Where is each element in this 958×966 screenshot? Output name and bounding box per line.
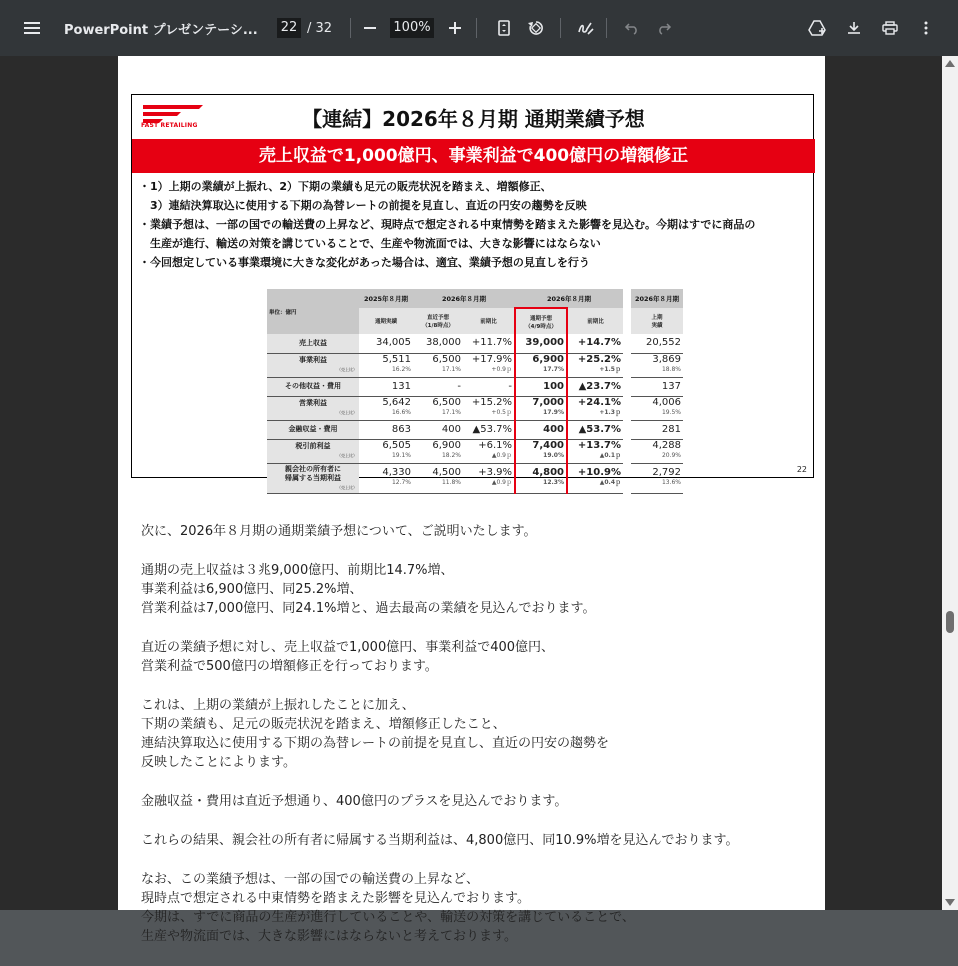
fit-page-icon (498, 20, 510, 36)
cell-value: +11.7% (471, 337, 512, 349)
scroll-up-arrow[interactable] (945, 60, 955, 67)
table-cell (631, 463, 683, 493)
slide-banner: 売上収益で1,000億円、事業利益で400億円の増額修正 (132, 139, 815, 173)
cell-subvalue: +1.5ｐ (599, 366, 621, 373)
column-header: 通期実績 (359, 308, 413, 334)
divider (606, 18, 607, 38)
table-cell (413, 377, 463, 396)
table-cell (567, 334, 623, 353)
cell-subvalue: 17.1% (441, 366, 461, 373)
row-label (267, 463, 359, 493)
notes-paragraph (141, 638, 738, 676)
table-cell (463, 353, 515, 377)
table-cell (631, 334, 683, 353)
table-cell (631, 439, 683, 463)
speaker-notes (141, 522, 738, 966)
table-cell (359, 396, 413, 420)
cell-value: 131 (391, 380, 411, 392)
table-row (267, 353, 683, 377)
cell-subvalue: 18.8% (661, 366, 681, 373)
table-cell (631, 353, 683, 377)
table-cell (413, 353, 463, 377)
row-label-text: 税引前利益 (295, 442, 331, 450)
cell-subvalue: 16.2% (391, 366, 411, 373)
table-row (267, 377, 683, 396)
table-cell (413, 334, 463, 353)
cell-value: +6.1% (478, 440, 512, 451)
cell-subvalue: 12.7% (391, 479, 411, 486)
notes-line: 直近の業績予想に対し、売上収益で1,000億円、事業利益で400億円、 (141, 640, 555, 655)
row-note: （売上比） (337, 453, 357, 458)
cell-subvalue: 12.3% (543, 479, 564, 486)
document-title: PowerPoint プレゼンテーシ... (64, 23, 258, 38)
table-cell (631, 420, 683, 439)
cell-value: +14.7% (577, 337, 621, 349)
cell-subvalue: 18.2% (441, 452, 461, 459)
column-group-header: 2026年８月期 (515, 289, 623, 308)
vertical-scrollbar[interactable] (942, 56, 958, 910)
notes-paragraph (141, 561, 738, 618)
row-label-text: 金融収益・費用 (288, 425, 338, 433)
bullet-line: ・業績予想は、一部の国での輸送費の上昇など、現時点で想定される中東情勢を踏まえた影響を見込む。今期はすでに商品の (139, 218, 756, 231)
download-icon (847, 21, 861, 35)
cell-value: +3.9% (478, 467, 512, 478)
cell-value: 400 (441, 423, 461, 435)
column-group-header: 2026年８月期 (631, 289, 683, 308)
cell-value: +24.1% (577, 397, 621, 408)
column-header: 前期比 (463, 308, 515, 334)
cell-subvalue: +1.3ｐ (599, 409, 621, 416)
redo-icon (657, 22, 671, 34)
notes-line: 反映したことによります。 (141, 755, 296, 770)
cell-subvalue: 17.1% (441, 409, 461, 416)
cell-value: 4,006 (652, 397, 681, 408)
undo-icon (625, 22, 639, 34)
slide-bullets (139, 177, 755, 272)
row-label-text: 営業利益 (299, 399, 327, 407)
rotate-button[interactable] (520, 12, 552, 44)
cell-value: +10.9% (577, 467, 621, 478)
cell-subvalue: 11.8% (441, 479, 461, 486)
notes-line: 下期の業績も、足元の販売状況を踏まえ、増額修正したこと、 (141, 717, 506, 732)
row-label (267, 396, 359, 420)
cell-value: 7,400 (532, 440, 564, 451)
slide (131, 94, 814, 490)
cell-subvalue: 19.0% (543, 452, 564, 459)
logo-text: FAST RETAILING (141, 122, 198, 129)
more-vert-icon (924, 21, 928, 35)
cell-value: 6,500 (432, 397, 461, 408)
divider (350, 18, 351, 38)
table-cell (463, 439, 515, 463)
row-note: （売上比） (337, 367, 357, 372)
unit-label: 単位：億円 (267, 289, 359, 334)
cell-value: 137 (661, 380, 681, 392)
notes-line: 営業利益で500億円の増額修正を行っております。 (141, 659, 438, 674)
notes-line: 金融収益・費用は直近予想通り、400億円のプラスを見込んでおります。 (141, 794, 568, 809)
table-row (267, 396, 683, 420)
table-cell (359, 439, 413, 463)
table-cell (359, 353, 413, 377)
cell-subvalue: ▲0.4ｐ (599, 479, 621, 486)
notes-paragraph (141, 696, 738, 772)
table-cell (463, 396, 515, 420)
table-cell (359, 463, 413, 493)
cell-subvalue: 13.6% (661, 479, 681, 486)
table-cell (515, 377, 567, 396)
notes-line: 次に、2026年８月期の通期業績予想について、ご説明いたします。 (141, 524, 537, 539)
cell-subvalue: ▲0.9ｐ (491, 479, 512, 486)
menu-button[interactable] (16, 12, 48, 44)
column-header: 直近予想 （1/8時点） (413, 308, 463, 334)
page-total: / 32 (307, 20, 333, 36)
table-cell (463, 463, 515, 493)
notes-line: 今期は、すでに商品の生産が進行していることや、輸送の対策を講じていることで、 (141, 910, 635, 925)
table-cell (359, 334, 413, 353)
table-body (267, 334, 683, 493)
column-header: 上期 実績 (631, 308, 683, 334)
cell-value: 6,900 (532, 354, 564, 365)
zoom-out-button[interactable] (354, 12, 386, 44)
cell-value: 6,505 (382, 440, 411, 451)
zoom-input[interactable]: 100% (390, 18, 434, 38)
cell-value: 4,288 (652, 440, 681, 451)
cell-value: +15.2% (471, 397, 512, 408)
cell-subvalue: 19.1% (391, 452, 411, 459)
undo-button[interactable] (616, 12, 648, 44)
cell-value: 34,005 (376, 337, 411, 349)
row-label (267, 377, 359, 396)
table-cell (515, 334, 567, 353)
notes-line: 事業利益は6,900億円、同25.2%増、 (141, 582, 363, 597)
bullet-line: ・1）上期の業績が上振れ、2）下期の業績も足元の販売状況を踏まえ、増額修正、 (139, 180, 552, 193)
printer-icon (882, 21, 898, 35)
bullet-line: 3）連結決算取込に使用する下期の為替レートの前提を見直し、直近の円安の趨勢を反映 (139, 199, 587, 212)
cell-value: 6,500 (432, 354, 461, 365)
scroll-down-arrow[interactable] (945, 899, 955, 906)
divider (560, 18, 561, 38)
notes-line: 連結決算取込に使用する下期の為替レートの前提を見直し、直近の円安の趨勢を (141, 736, 610, 751)
table-cell (413, 420, 463, 439)
download-button[interactable] (838, 12, 870, 44)
cell-value: - (508, 380, 512, 392)
divider (476, 18, 477, 38)
redo-button[interactable] (648, 12, 680, 44)
cell-value: 4,500 (432, 467, 461, 478)
cell-value: ▲23.7% (578, 380, 621, 392)
row-label (267, 353, 359, 377)
table-cell (463, 334, 515, 353)
hamburger-icon (24, 22, 40, 34)
document-viewport[interactable] (0, 56, 942, 944)
cell-value: 38,000 (426, 337, 461, 349)
cell-value: 5,511 (382, 354, 411, 365)
table-cell (515, 396, 567, 420)
fit-to-page-button[interactable] (488, 12, 520, 44)
table-row (267, 420, 683, 439)
column-group-header: 2026年８月期 (413, 289, 515, 308)
drive-add-icon (809, 20, 827, 36)
row-note: （売上比） (337, 410, 357, 415)
cell-value: 863 (391, 423, 411, 435)
bullet-line: ・今回想定している事業環境に大きな変化があった場合は、適宜、業績予想の見直しを行う (139, 256, 590, 269)
zoom-in-button[interactable] (439, 12, 471, 44)
page-number-input[interactable]: 22 (277, 18, 301, 38)
table-cell (463, 377, 515, 396)
table-cell (567, 420, 623, 439)
cell-value: ▲53.7% (472, 423, 512, 435)
cell-subvalue: 19.5% (661, 409, 681, 416)
cell-value: 7,000 (532, 397, 564, 408)
row-note: （売上比） (337, 484, 357, 490)
notes-line: これは、上期の業績が上振れしたことに加え、 (141, 698, 415, 713)
cell-subvalue: 17.7% (543, 366, 564, 373)
row-label-text: 売上収益 (299, 338, 327, 347)
column-header: 通期予想 （4/9時点） (515, 308, 567, 334)
cell-value: 3,869 (652, 354, 681, 365)
notes-line: 通期の売上収益は３兆9,000億円、前期比14.7%増、 (141, 563, 454, 578)
cell-subvalue: +0.5ｐ (491, 409, 512, 416)
cell-value: 400 (543, 423, 564, 435)
notes-line: 営業利益は7,000億円、同24.1%増と、過去最高の業績を見込んでおります。 (141, 601, 596, 616)
cell-subvalue: 16.6% (391, 409, 411, 416)
table-cell (567, 377, 623, 396)
table-row (267, 439, 683, 463)
table-cell (567, 353, 623, 377)
scrollbar-thumb[interactable] (946, 611, 954, 633)
minus-icon (364, 27, 376, 29)
notes-line: なお、この業績予想は、一部の国での輸送費の上昇など、 (141, 872, 480, 887)
cell-subvalue: 17.9% (543, 409, 564, 416)
cell-value: 281 (661, 423, 681, 435)
table-cell (631, 377, 683, 396)
notes-line: 現時点で想定される中東情勢を踏まえた影響を見込んでおります。 (141, 891, 530, 906)
slide-title: 【連結】2026年８月期 通期業績予想 (302, 107, 645, 131)
rotate-icon (527, 19, 545, 37)
notes-line: 生産や物流面では、大きな影響にはならないと考えております。 (141, 929, 517, 944)
notes-paragraph (141, 870, 738, 946)
forecast-table (267, 289, 683, 494)
column-header: 前期比 (567, 308, 623, 334)
cell-value: +25.2% (577, 354, 621, 365)
table-cell (515, 353, 567, 377)
table-cell (567, 396, 623, 420)
row-label (267, 420, 359, 439)
cell-subvalue: 20.9% (661, 452, 681, 459)
notes-line: これらの結果、親会社の所有者に帰属する当期利益は、4,800億円、同10.9%増を見込んでおります。 (141, 833, 739, 848)
toolbar (0, 0, 958, 56)
table-cell (413, 439, 463, 463)
notes-paragraph (141, 522, 738, 541)
draw-button[interactable] (570, 12, 602, 44)
cell-value: - (457, 380, 461, 392)
cell-value: 20,552 (646, 337, 681, 349)
table-cell (359, 420, 413, 439)
cell-subvalue: +0.9ｐ (491, 366, 512, 373)
bullet-line: 生産が進行、輸送の対策を講じていることで、生産や物流面では、大きな影響にはならない (139, 237, 601, 250)
cell-value: +13.7% (577, 440, 621, 451)
row-label-text: 事業利益 (299, 356, 327, 364)
plus-icon (449, 22, 461, 34)
row-label-text: 親会社の所有者に 帰属する当期利益 (285, 464, 341, 482)
pen-icon (577, 20, 595, 36)
notes-paragraph (141, 831, 738, 850)
column-group-header: 2025年８月期 (359, 289, 413, 308)
table-cell (515, 439, 567, 463)
table-cell (631, 396, 683, 420)
cell-subvalue: ▲0.1ｐ (599, 452, 621, 459)
cell-value: 2,792 (652, 467, 681, 478)
row-label (267, 334, 359, 353)
row-label (267, 439, 359, 463)
more-options-button[interactable] (910, 12, 942, 44)
table-cell (463, 420, 515, 439)
cell-value: 6,900 (432, 440, 461, 451)
print-button[interactable] (874, 12, 906, 44)
table-cell (413, 396, 463, 420)
cell-value: 39,000 (525, 337, 564, 349)
table-cell (567, 439, 623, 463)
page-navigation (277, 18, 332, 38)
cell-value: 4,330 (382, 467, 411, 478)
cell-value: 100 (543, 380, 564, 392)
cell-value: 4,800 (532, 467, 564, 478)
notes-paragraph (141, 792, 738, 811)
table-row (267, 463, 683, 493)
cell-value: +17.9% (471, 354, 512, 365)
table-row (267, 334, 683, 353)
add-to-drive-button[interactable] (802, 12, 834, 44)
row-label-text: その他収益・費用 (285, 382, 341, 390)
table-cell (567, 463, 623, 493)
cell-value: ▲53.7% (578, 423, 621, 435)
cell-value: 5,642 (382, 397, 411, 408)
table-cell (515, 420, 567, 439)
pdf-page (118, 56, 825, 944)
slide-page-number: 22 (796, 465, 807, 474)
table-cell (515, 463, 567, 493)
cell-subvalue: ▲0.9ｐ (491, 452, 512, 459)
table-cell (413, 463, 463, 493)
table-cell (359, 377, 413, 396)
